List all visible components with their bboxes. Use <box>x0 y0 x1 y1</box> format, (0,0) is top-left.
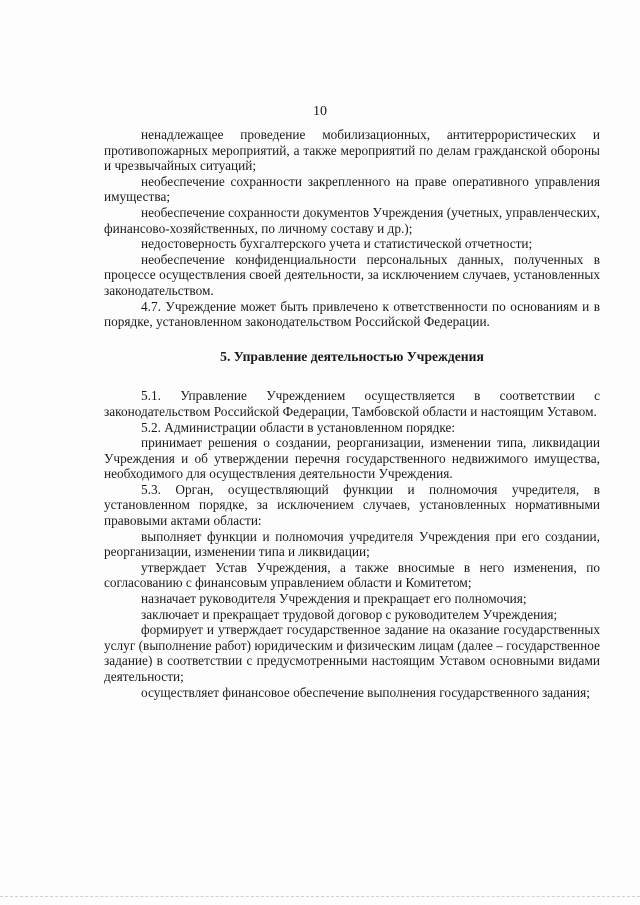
paragraph: необеспечение сохранности документов Учреждения (учетных, управленческих, финансово-хозяйственных, по личному составу и др.); <box>104 204 600 236</box>
paragraph: заключает и прекращает трудовой договор с руководителем Учреждения; <box>141 606 558 622</box>
page-number: 10 <box>313 104 327 119</box>
document-body <box>104 127 600 700</box>
paragraph: осуществляет финансовое обеспечение выполнения государственного задания; <box>141 684 590 700</box>
paragraph: выполняет функции и полномочия учредителя Учреждения при его создании, реорганизации, изменении типа и ликвидации; <box>104 528 600 560</box>
paragraph: 5.3. Орган, осуществляющий функции и полномочия учредителя, в установленном порядке, за исключением случаев, установленных нормативными правовыми актами области: <box>104 481 600 529</box>
paragraph: 5.1. Управление Учреждением осуществляется в соответствии с законодательством Российской Федерации, Тамбовской области и настоящим Уставом. <box>104 388 600 419</box>
paragraph: 5.2. Администрации области в установленном порядке: <box>141 419 456 435</box>
paragraph: необеспечение конфиденциальности персональных данных, полученных в процессе осуществления своей деятельности, за исключением случаев, установленных законодательством. <box>104 251 600 298</box>
paragraph: ненадлежащее проведение мобилизационных, антитеррористических и противопожарных мероприятий, а также мероприятий по делам гражданской обороны и чрезвычайных ситуаций; <box>104 127 600 174</box>
paragraph: формирует и утверждает государственное задание на оказание государственных услуг (выполнение работ) юридическим и физическим лицам (далее – государственное задание) в соответствии с предусмотренными настоящим Уставом основными видами деятельности; <box>104 622 600 684</box>
paragraph: недостоверность бухгалтерского учета и статистической отчетности; <box>141 236 533 252</box>
paragraph: утверждает Устав Учреждения, а также вносимые в него изменения, по согласованию с финансовым управлением области и Комитетом; <box>104 559 600 591</box>
paragraph: необеспечение сохранности закрепленного на праве оперативного управления имущества; <box>104 173 600 205</box>
scan-edge-line <box>0 896 640 899</box>
section-heading: 5. Управление деятельностью Учреждения <box>220 348 484 364</box>
paragraph: 4.7. Учреждение может быть привлечено к ответственности по основаниям и в порядке, установленном законодательством Российской Федерации. <box>104 298 600 330</box>
paragraph: принимает решения о создании, реорганизации, изменении типа, ликвидации Учреждения и об утверждении перечня государственного недвижимого имущества, необходимого для осуществления деятельности Учреждения. <box>104 435 600 482</box>
paragraph: назначает руководителя Учреждения и прекращает его полномочия; <box>141 591 527 607</box>
